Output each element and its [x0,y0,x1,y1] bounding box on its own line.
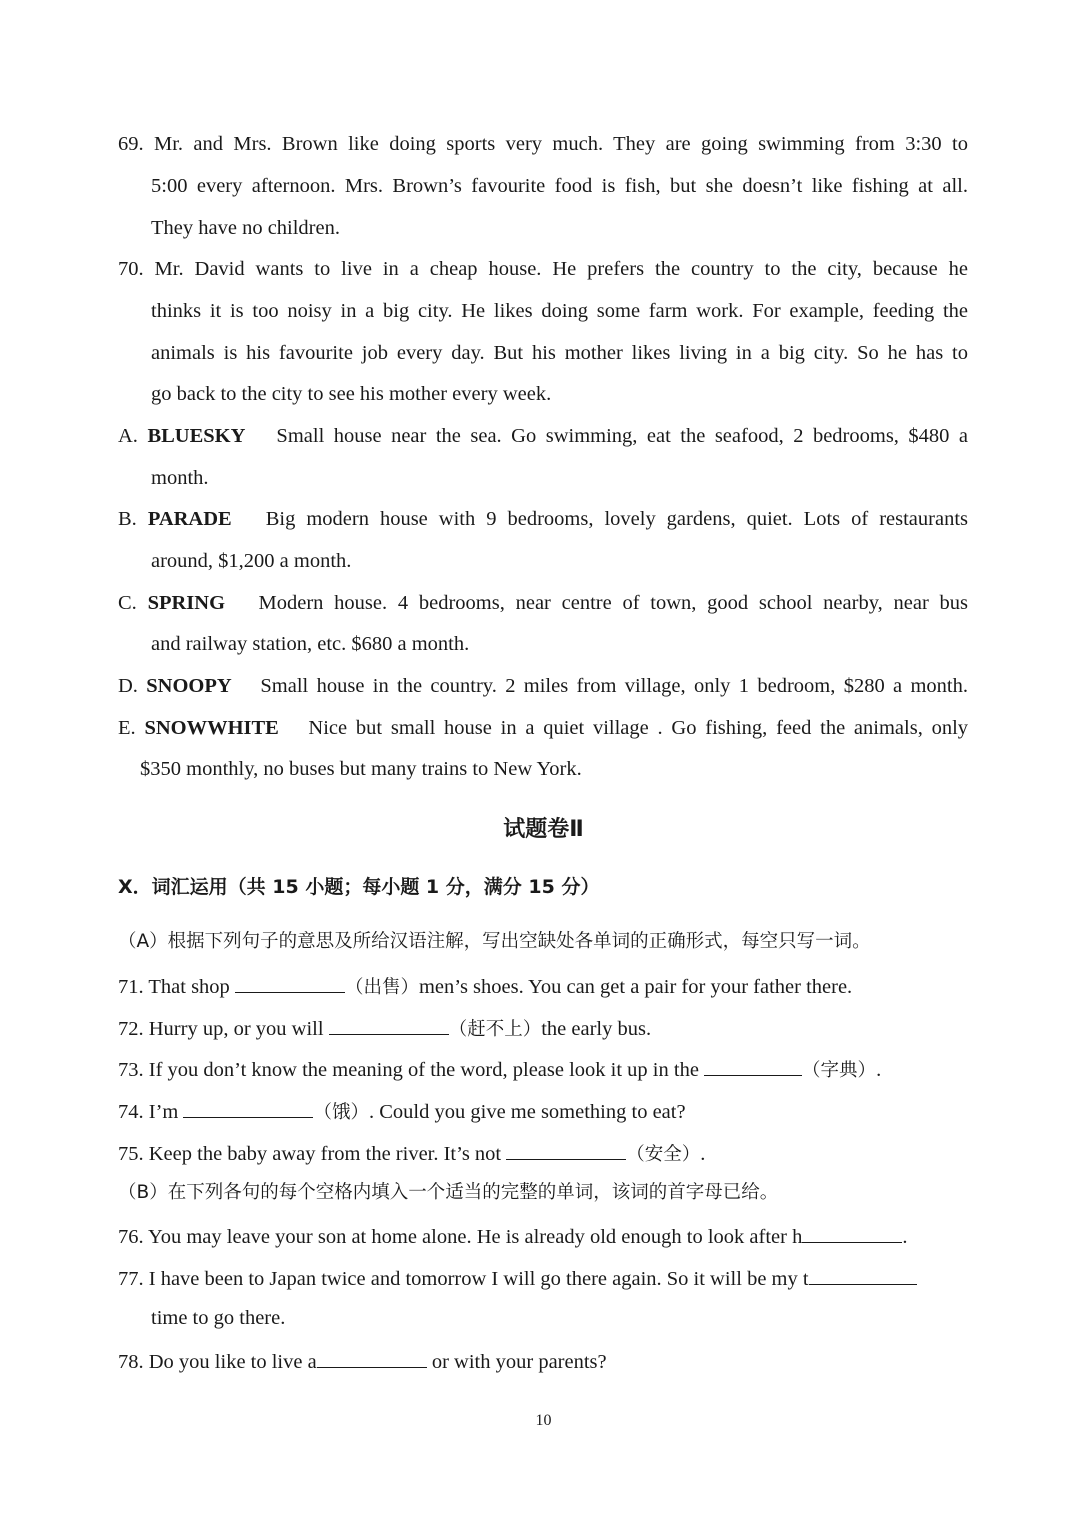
house-a-name: BLUESKY [147,425,246,447]
q78-post: or with your parents? [431,1351,607,1373]
house-e-cont: $350 monthly, no buses but many trains to New York. [140,758,582,780]
q78-answer-blank[interactable] [317,1348,427,1368]
q76-post: . [902,1226,908,1248]
q70-line-2: thinks it is too noisy in a big city. He likes doing some farm work. For example, feeding the [151,300,968,322]
q73-answer-blank[interactable] [704,1056,802,1076]
house-a-letter: A. [118,425,138,447]
house-c-desc: Modern house. 4 bedrooms, near centre of town, good school nearby, near bus [258,592,968,614]
q77-pre: 77. I have been to Japan twice and tomorrow I will go there again. So it will be my t [118,1268,809,1290]
q72-post: the early bus. [541,1018,652,1040]
q70-line-1: 70. Mr. David wants to live in a cheap house. He prefers the country to the city, because he [118,258,968,280]
q75-pre: 75. Keep the baby away from the river. It’s not [118,1143,502,1165]
q70-line-3: animals is his favourite job every day. But his mother likes living in a big city. So he has to [151,342,968,364]
house-c-letter: C. [118,592,137,614]
house-c [118,591,968,615]
house-c-cont: and railway station, etc. $680 a month. [151,633,470,655]
q71 [118,973,852,1000]
q78 [118,1348,607,1374]
q78-pre: 78. Do you like to live a [118,1351,317,1373]
q76-answer-blank[interactable] [802,1223,902,1243]
sub-a-instruction: （A）根据下列句子的意思及所给汉语注解，写出空缺处各单词的正确形式，每空只写一词。 [118,931,871,952]
q72-answer-blank[interactable] [329,1015,449,1035]
page-number: 10 [535,1412,552,1429]
q72-pre: 72. Hurry up, or you will [118,1018,324,1040]
house-d [118,674,968,698]
house-a [118,424,968,448]
q73-post: . [876,1059,882,1081]
q69-line-1: 69. Mr. and Mrs. Brown like doing sports very much. They are going swimming from 3:30 to [118,133,968,155]
house-a-cont: month. [151,467,209,489]
house-e-name: SNOWWHITE [144,717,279,739]
q76 [118,1223,907,1249]
q76-pre: 76. You may leave your son at home alone. He is already old enough to look after h [118,1226,803,1248]
q75-post: . [700,1143,706,1165]
q71-pre: 71. That shop [118,976,230,998]
q71-hint: （出售） [344,977,419,998]
q70-line-4: go back to the city to see his mother every week. [151,383,552,405]
house-b-letter: B. [118,508,137,530]
house-e-desc: Nice but small house in a quiet village . Go fishing, feed the animals, only [308,717,969,739]
section-heading: Ⅹ．词汇运用（共 15 小题；每小题 1 分，满分 15 分） [118,876,600,898]
q69-line-3: They have no children. [151,217,340,239]
q74-post: . Could you give me something to eat? [369,1101,686,1123]
q75 [118,1140,705,1167]
sub-b-instruction: （B）在下列各句的每个空格内填入一个适当的完整的单词，该词的首字母已给。 [118,1182,779,1203]
q69-line-2: 5:00 every afternoon. Mrs. Brown’s favourite food is fish, but she doesn’t like fishing at all. [151,175,968,197]
q73 [118,1056,881,1083]
part-title: 试题卷Ⅱ [503,817,584,842]
q72-hint: （赶不上） [448,1019,542,1040]
house-c-name: SPRING [147,592,226,614]
q77-answer-blank[interactable] [809,1265,917,1285]
house-d-desc: Small house in the country. 2 miles from village, only 1 bedroom, $280 a month. [260,675,969,697]
q74-pre: 74. I’m [118,1101,179,1123]
q71-post: men’s shoes. You can get a pair for your father there. [418,976,853,998]
q75-answer-blank[interactable] [506,1140,626,1160]
q74 [118,1098,686,1125]
house-e-letter: E. [118,717,136,739]
house-d-letter: D. [118,675,138,697]
house-b-cont: around, $1,200 a month. [151,550,352,572]
q77 [118,1265,917,1291]
q73-pre: 73. If you don’t know the meaning of the word, please look it up in the [118,1059,699,1081]
house-b-desc: Big modern house with 9 bedrooms, lovely gardens, quiet. Lots of restaurants [265,508,968,530]
q73-hint: （字典） [802,1060,877,1081]
house-d-name: SNOOPY [146,675,232,697]
house-b-name: PARADE [147,508,232,530]
q71-answer-blank[interactable] [235,973,345,993]
house-b [118,507,968,531]
house-a-desc: Small house near the sea. Go swimming, eat the seafood, 2 bedrooms, $480 a [276,425,969,447]
q74-answer-blank[interactable] [183,1098,313,1118]
q74-hint: （饿） [313,1102,369,1123]
house-e [118,716,968,740]
q77-cont: time to go there. [151,1307,286,1329]
q72 [118,1015,651,1042]
q75-hint: （安全） [626,1144,701,1165]
